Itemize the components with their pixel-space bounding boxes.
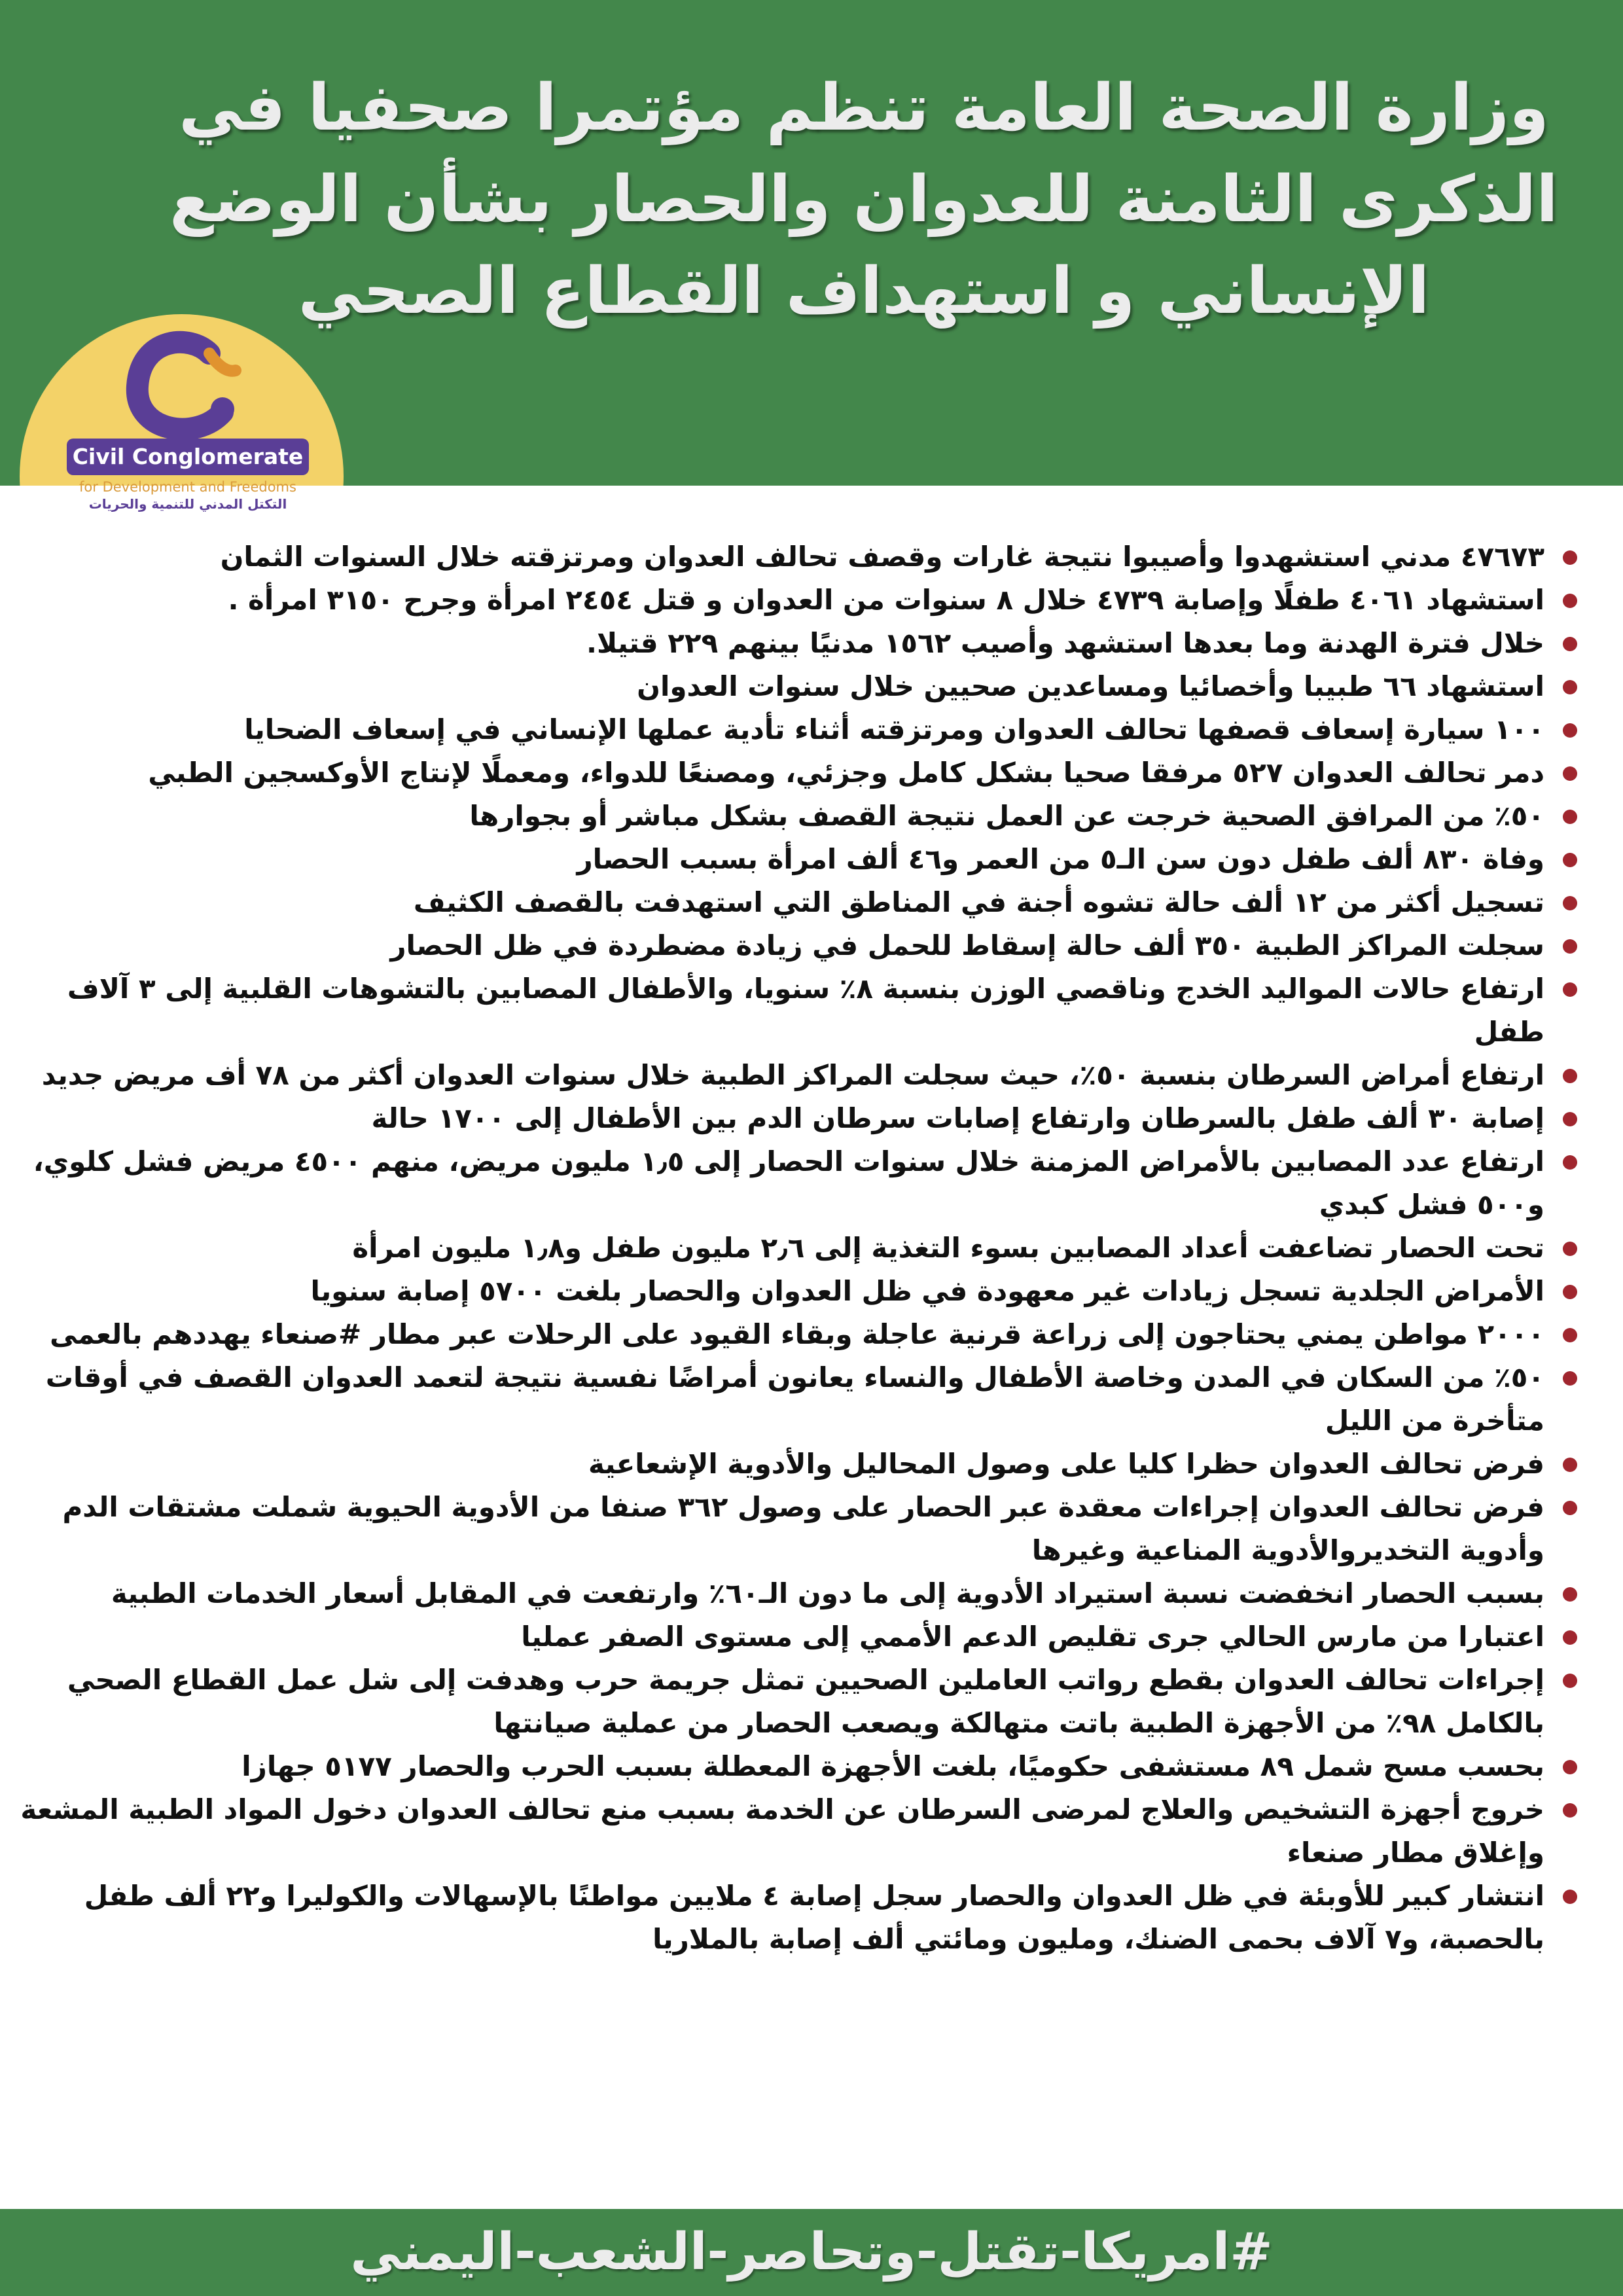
list-item: انتشار كبير للأوبئة في ظل العدوان والحصار سجل إصابة ٤ ملايين مواطنًا بالإسهالات والكوليرا و٢٢ ألف طفل بالحصبة، و٧ آلاف بحمى الضنك، ومليون ومائتي ألف إصابة بالملاريا	[13, 1874, 1577, 1961]
bullet-icon	[1563, 1069, 1577, 1083]
bullet-icon	[1563, 680, 1577, 694]
bullet-icon	[1563, 594, 1577, 608]
logo-name: Civil Conglomerate	[67, 439, 309, 475]
civil-conglomerate-logo	[20, 314, 344, 530]
list-item: الأمراض الجلدية تسجل زيادات غير معهودة في ظل العدوان والحصار بلغت ٥٧٠٠ إصابة سنويا	[13, 1270, 1577, 1313]
list-item: فرض تحالف العدوان إجراءات معقدة عبر الحصار على وصول ٣٦٢ صنفا من الأدوية الحيوية شملت مشتقات الدم وأدوية التخديروالأدوية المناعية وغيرها	[13, 1486, 1577, 1572]
bullet-icon	[1563, 637, 1577, 651]
bullet-icon	[1563, 1285, 1577, 1299]
list-item: سجلت المراكز الطبية ٣٥٠ ألف حالة إسقاط للحمل في زيادة مضطردة في ظل الحصار	[13, 924, 1577, 967]
list-item: تسجيل أكثر من ١٢ ألف حالة تشوه أجنة في المناطق التي استهدفت بالقصف الكثيف	[13, 881, 1577, 924]
page-title	[151, 62, 1577, 337]
statistics-list	[13, 535, 1577, 1961]
bullet-icon	[1563, 1587, 1577, 1602]
list-item: ٥٠٪ من السكان في المدن وخاصة الأطفال والنساء يعانون أمراضًا نفسية نتيجة لتعمد العدوان القصف في أوقات متأخرة من الليل	[13, 1356, 1577, 1443]
list-item: وفاة ٨٣٠ ألف طفل دون سن الـ٥ من العمر و٤٦ ألف امرأة بسبب الحصار	[13, 838, 1577, 881]
bullet-icon	[1563, 1155, 1577, 1170]
bullet-icon	[1563, 766, 1577, 781]
logo-c-mark-icon	[111, 327, 249, 452]
bullet-icon	[1563, 810, 1577, 824]
bullet-icon	[1563, 1328, 1577, 1342]
list-item: خلال فترة الهدنة وما بعدها استشهد وأصيب ١٥٦٢ مدنيًا بينهم ٢٢٩ قتيلا.	[13, 622, 1577, 665]
bullet-icon	[1563, 853, 1577, 867]
list-item: ارتفاع عدد المصابين بالأمراض المزمنة خلال سنوات الحصار إلى ١٫٥ مليون مريض، منهم ٤٥٠٠ مريض فشل كلوي، و٥٠٠ فشل كبدي	[13, 1140, 1577, 1227]
list-item: ١٠٠ سيارة إسعاف قصفها تحالف العدوان ومرتزقته أثناء تأدية عملها الإنساني في إسعاف الضحايا	[13, 708, 1577, 751]
logo-subtitle-en: for Development and Freedoms	[79, 479, 296, 495]
bullet-icon	[1563, 1112, 1577, 1126]
list-item: استشهاد ٦٦ طبيبا وأخصائيا ومساعدين صحيين خلال سنوات العدوان	[13, 665, 1577, 708]
list-item: إجراءات تحالف العدوان بقطع رواتب العاملين الصحيين تمثل جريمة حرب وهدفت إلى شل عمل القطاع الصحي بالكامل ٩٨٪ من الأجهزة الطبية باتت متهالكة ويصعب الحصار من عملية صيانتها	[13, 1659, 1577, 1745]
bullet-icon	[1563, 982, 1577, 997]
bullet-icon	[1563, 550, 1577, 565]
list-item: ٤٧٦٧٣ مدني استشهدوا وأصيبوا نتيجة غارات وقصف تحالف العدوان ومرتزقته خلال السنوات الثمان	[13, 535, 1577, 579]
bullet-icon	[1563, 1630, 1577, 1645]
bullet-icon	[1563, 1458, 1577, 1472]
list-item: دمر تحالف العدوان ٥٢٧ مرفقا صحيا بشكل كامل وجزئي، ومصنعًا للدواء، ومعملًا لإنتاج الأوكسجين الطبي	[13, 751, 1577, 795]
list-item: بسبب الحصار انخفضت نسبة استيراد الأدوية إلى ما دون الـ٦٠٪ وارتفعت في المقابل أسعار الخدمات الطبية	[13, 1572, 1577, 1615]
footer-hashtag: #امريكا-تقتل-وتحاصر-الشعب-اليمني	[350, 2223, 1273, 2282]
bullet-icon	[1563, 1242, 1577, 1256]
list-item: بحسب مسح شمل ٨٩ مستشفى حكوميًا، بلغت الأجهزة المعطلة بسبب الحرب والحصار ٥١٧٧ جهازا	[13, 1745, 1577, 1788]
bullet-icon	[1563, 1890, 1577, 1904]
title-line-1: وزارة الصحة العامة تنظم مؤتمرا صحفيا في	[179, 71, 1549, 145]
list-item: خروج أجهزة التشخيص والعلاج لمرضى السرطان عن الخدمة بسبب منع تحالف العدوان دخول المواد الطبية المشعة وإغلاق مطار صنعاء	[13, 1788, 1577, 1874]
bullet-icon	[1563, 896, 1577, 910]
footer-hashtag-banner	[0, 2209, 1623, 2296]
list-item: ٥٠٪ من المرافق الصحية خرجت عن العمل نتيجة القصف بشكل مباشر أو بجوارها	[13, 795, 1577, 838]
title-line-3: الإنساني و استهداف القطاع الصحي	[298, 254, 1430, 329]
bullet-icon	[1563, 1760, 1577, 1774]
list-item: اعتبارا من مارس الحالي جرى تقليص الدعم الأممي إلى مستوى الصفر عمليا	[13, 1615, 1577, 1659]
bullet-icon	[1563, 723, 1577, 738]
list-item: استشهاد ٤٠٦١ طفلًا وإصابة ٤٧٣٩ خلال ٨ سنوات من العدوان و قتل ٢٤٥٤ امرأة وجرح ٣١٥٠ امرأة .	[13, 579, 1577, 622]
bullet-icon	[1563, 1501, 1577, 1515]
bullet-icon	[1563, 939, 1577, 954]
title-line-2: الذكرى الثامنة للعدوان والحصار بشأن الوضع	[169, 162, 1558, 237]
list-item: فرض تحالف العدوان حظرا كليا على وصول المحاليل والأدوية الإشعاعية	[13, 1443, 1577, 1486]
list-item: ارتفاع أمراض السرطان بنسبة ٥٠٪، حيث سجلت المراكز الطبية خلال سنوات العدوان أكثر من ٧٨ أف مريض جديد	[13, 1054, 1577, 1097]
logo-subtitle-ar: التكتل المدني للتنمية والحريات	[88, 496, 287, 512]
bullet-icon	[1563, 1803, 1577, 1818]
list-item: ٢٠٠٠ مواطن يمني يحتاجون إلى زراعة قرنية عاجلة وبقاء القيود على الرحلات عبر مطار #صنعاء يهددهم بالعمى	[13, 1313, 1577, 1356]
list-item: إصابة ٣٠ ألف طفل بالسرطان وارتفاع إصابات سرطان الدم بين الأطفال إلى ١٧٠٠ حالة	[13, 1097, 1577, 1140]
bullet-icon	[1563, 1674, 1577, 1688]
list-item: ارتفاع حالات المواليد الخدج وناقصي الوزن بنسبة ٨٪ سنويا، والأطفال المصابين بالتشوهات القلبية إلى ٣ آلاف طفل	[13, 967, 1577, 1054]
bullet-icon	[1563, 1371, 1577, 1386]
list-item: تحت الحصار تضاعفت أعداد المصابين بسوء التغذية إلى ٢٫٦ مليون طفل و١٫٨ مليون امرأة	[13, 1227, 1577, 1270]
